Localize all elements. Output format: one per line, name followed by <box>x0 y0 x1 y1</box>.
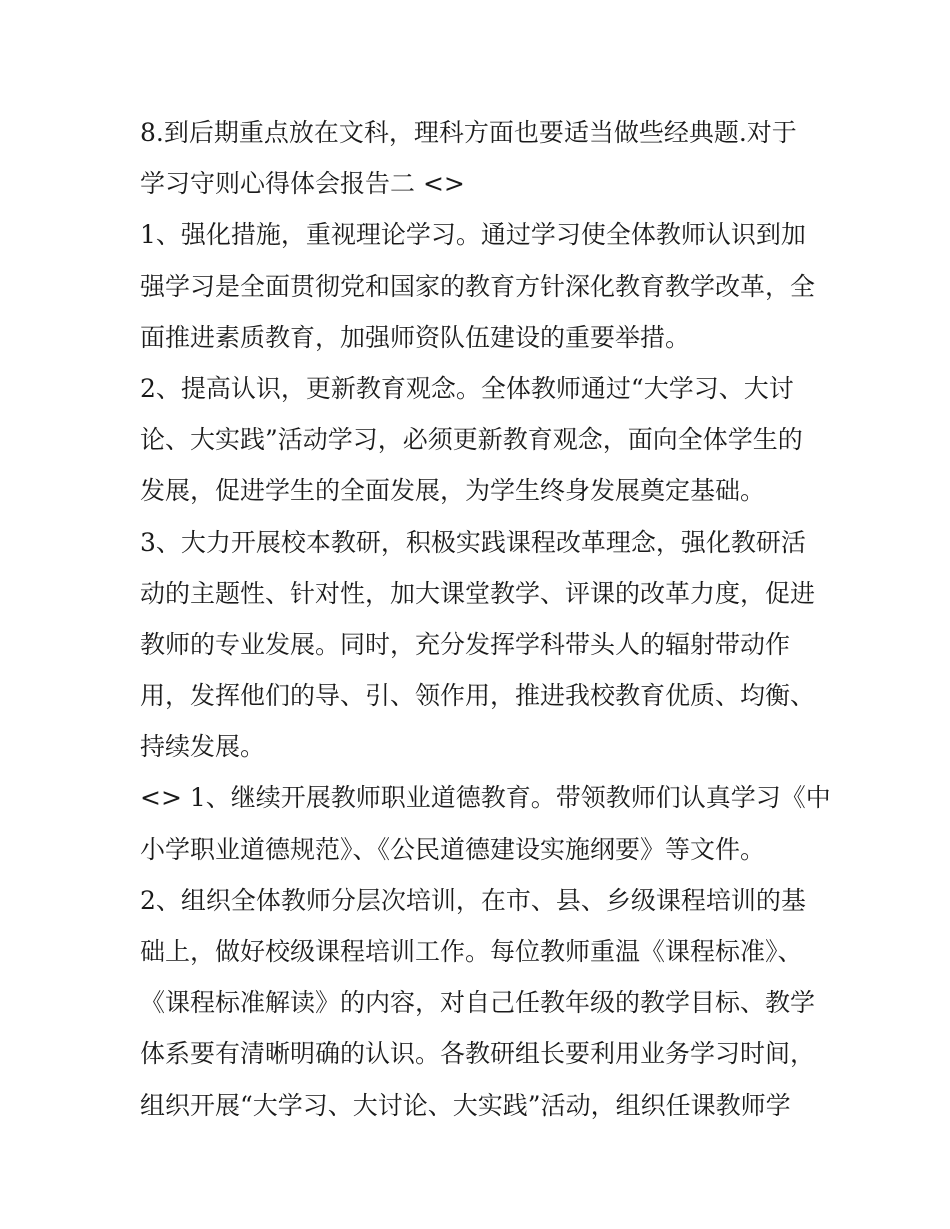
text-line: 发展，促进学生的全面发展，为学生终身发展奠定基础。 <box>140 476 766 506</box>
text-line: 1、强化措施，重视理论学习。通过学习使全体教师认识到加 <box>140 220 806 250</box>
text-line: 2、提高认识，更新教育观念。全体教师通过“大学习、大讨 <box>140 373 794 403</box>
text-line: 动的主题性、针对性，加大课堂教学、评课的改革力度，促进 <box>140 578 816 608</box>
text-line: 础上，做好校级课程培训工作。每位教师重温《课程标准》、 <box>140 937 803 966</box>
text-line: 《课程标准解读》的内容，对自己任教年级的教学目标、教学 <box>140 988 816 1018</box>
text-line: 8.到后期重点放在文科，理科方面也要适当做些经典题.对于 <box>140 118 797 147</box>
text-line: 教师的专业发展。同时，充分发挥学科带头人的辐射带动作 <box>140 629 791 659</box>
text-line: 面推进素质教育，加强师资队伍建设的重要举措。 <box>140 322 691 352</box>
text-line: 组织开展“大学习、大讨论、大实践”活动，组织任课教师学 <box>140 1090 791 1120</box>
text-line: 体系要有清晰明确的认识。各教研组长要利用业务学习时间， <box>140 1039 816 1069</box>
text-line: 持续发展。 <box>140 732 266 762</box>
text-line: 用，发挥他们的导、引、领作用，推进我校教育优质、均衡、 <box>140 681 816 711</box>
text-line: 学习守则心得体会报告二 <> <box>140 169 465 199</box>
text-line: 3、大力开展校本教研，积极实践课程改革理念，强化教研活 <box>140 527 806 557</box>
text-line: 2、组织全体教师分层次培训，在市、县、乡级课程培训的基 <box>140 885 806 915</box>
text-line: 小学职业道德规范》、《公民道德建设实施纲要》等文件。 <box>140 834 766 864</box>
text-line: 论、大实践”活动学习，必须更新教育观念，面向全体学生的 <box>140 425 803 455</box>
text-line: <> 1、继续开展教师职业道德教育。带领教师们认真学习《中 <box>140 783 831 813</box>
text-line: 强学习是全面贯彻党和国家的教育方针深化教育教学改革，全 <box>140 271 816 301</box>
